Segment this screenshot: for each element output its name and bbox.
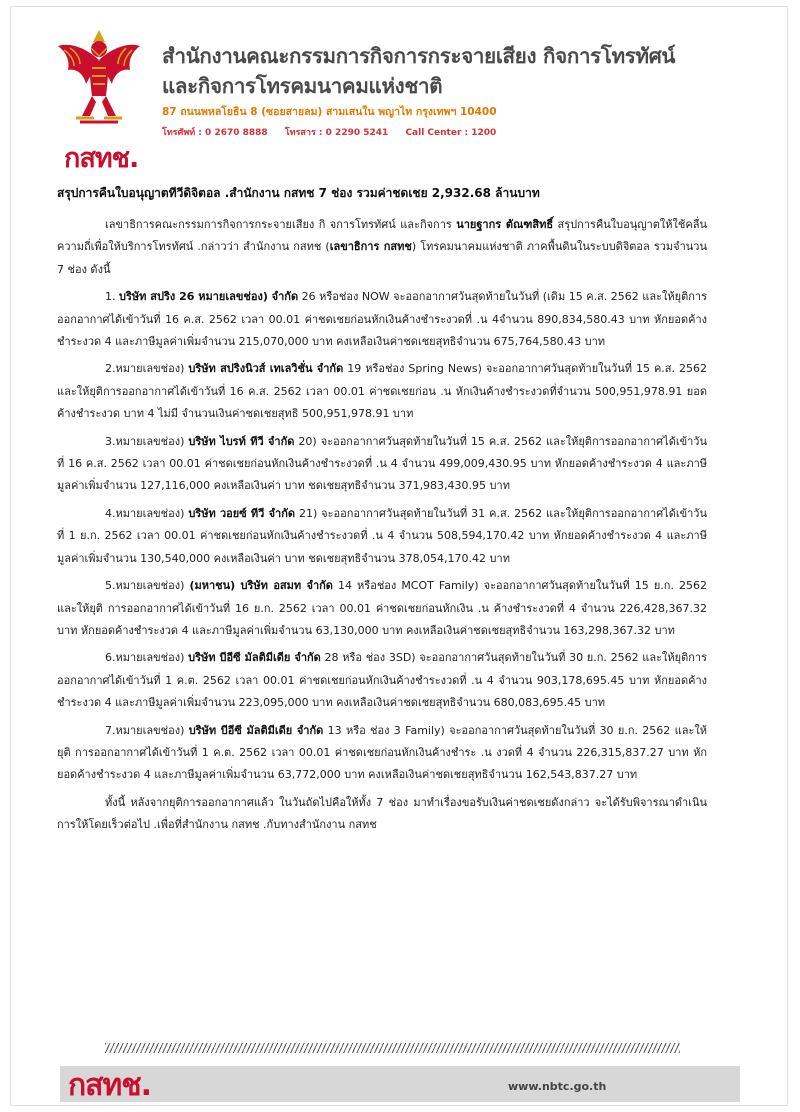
company-name: บริษัท วอยซ์ ทีวี จำกัด	[188, 506, 296, 520]
nbtc-logo-text: กสทช.	[64, 143, 139, 174]
item-prefix: 5.หมายเลขช่อง)	[105, 579, 190, 593]
channel-item-4	[57, 503, 707, 570]
intro-middle: สรุปการคืนใบอนุญาตให้ใช้คลื่นความถี่เพื่อให้บริการโทรทัศน์ .กล่าวว่า สำนักงาน กสทช (	[57, 218, 707, 254]
company-name: (มหาชน) บริษัท อสมท จำกัด	[189, 579, 333, 593]
org-name-line2: และกิจการโทรคมนาคมแห่งชาติ	[162, 74, 443, 98]
channel-item-3	[57, 431, 707, 498]
company-name: บริษัท สปริง 26 หมายเลขช่อง) จำกัด	[119, 290, 299, 304]
item-prefix: 4.หมายเลขช่อง)	[105, 506, 189, 520]
secretary-general-name: นายฐากร ตัณฑสิทธิ์	[456, 218, 554, 231]
call-center-number: Call Center : 1200	[405, 128, 497, 138]
item-text: 21) จะออกอากาศวันสุดท้ายในวันที่ 31 ค.ส. 2562 และให้ยุติการออกอากาศได้เข้าวันที่ 1 ย.ก. 2562 เวลา 00.01 ค่าชดเชยก่อนหักเงินค้างชำระงวดที่ .น 4 จำนวน 508,594,170.42 บาท หักยอดค้างชำระงวด 4 และภาษีมูลค่าเพิ่มจำนวน 130,540,000 คงเหลือเงินค่า บาท ชดเชยสุทธิจำนวน 378,054,170.42 บาท	[57, 506, 708, 565]
item-text: 13 หรือ ช่อง 3 Family) จะออกอากาศวันสุดท้ายในวันที่ 30 ย.ก. 2562 และให้ยุติ การออกอากาศได้เข้าวันที่ 1 ค.ต. 2562 เวลา 00.01 ค่าชดเชยก่อนหักเงินค้างชำระ .น งวดที่ 4 จำนวน 226,315,837.27 บาท หักยอดค้างชำระงวด 4 และภาษีมูลค่าเพิ่มจำนวน 63,772,000 บาท คงเหลือเงินค่าชดเชยสุทธิจำนวน 162,543,837.27 บาท	[57, 723, 707, 782]
footer-logo-text: กสทช.	[68, 1068, 152, 1103]
channel-item-2	[57, 358, 707, 425]
intro-before: เลขาธิการคณะกรรมการกิจการกระจายเสียง กิ จการโทรทัศน์ และกิจการ	[105, 218, 457, 231]
closing-paragraph: ทั้งนี้ หลังจากยุติการออกอากาศแล้ว ในวันถัดไปคือให้ทั้ง 7 ช่อง มาทำเรื่องขอรับเงินค่าชดเชยดังกล่าว จะได้รับพิจารณาดำเนินการให้โดยเร็วต่อไป .เพื่อที่สำนักงาน กสทช .กับทางสำนักงาน กสทช	[57, 795, 707, 832]
channel-item-5	[57, 575, 707, 642]
footer-divider	[105, 1043, 680, 1053]
phone-number: โทรศัพท์ : 0 2670 8888	[162, 128, 268, 138]
org-address: 87 ถนนพหลโยธิน 8 (ซอยสายลม) สามเสนใน พญาไท กรุงเทพฯ 10400	[162, 106, 497, 118]
item-text: 14 หรือช่อง MCOT Family) จะออกอากาศวันสุดท้ายในวันที่ 15 ย.ก. 2562 และให้ยุติ การออกอากาศได้เข้าวันที่ 16 ย.ก. 2562 เวลา 00.01 ค่าชดเชยก่อนหักเงิน .น ค้างชำระงวดที่ 4 จำนวน 226,428,367.32 บาท หักยอดค้างชำระงวด 4 และภาษีมูลค่าเพิ่มจำนวน 63,130,000 บาท คงเหลือเงินค่าชดเชยสุทธิจำนวน 163,298,367.32 บาท	[57, 579, 707, 637]
document-title: สรุปการคืนใบอนุญาตทีวีดิจิตอล .สำนักงาน กสทช 7 ช่อง รวมค่าชดเชย 2,932.68 ล้านบาท	[57, 186, 540, 200]
document-body	[57, 214, 707, 842]
footer-bar	[60, 1066, 740, 1102]
item-prefix: 1.	[105, 290, 120, 304]
item-text: 26 หรือช่อง NOW จะออกอากาศวันสุดท้ายในวันที่ (เดิม 15 ค.ส. 2562 และให้ยุติการออกอากาศได้เข้าวันที่ 16 ค.ส. 2562 เวลา 00.01 ค่าชดเชยก่อนหักเงินค้างชำระงวดที่ .น 4จำนวน 890,834,580.43 บาท หักยอดค้างชำระงวด 4 และภาษีมูลค่าเพิ่มจำนวน 215,070,000 บาท คงเหลือเงินค่าชดเชยสุทธิจำนวน 675,764,580.43 บาท	[57, 290, 707, 349]
channel-item-7	[57, 720, 707, 787]
company-name: บริษัท ไบรท์ ทีวี จำกัด	[188, 434, 295, 448]
intro-after: ) โทรคมนาคมแห่งชาติ ภาคพื้นดินในระบบดิจิตอล รวมจำนวน 7 ช่อง ดังนี้	[57, 240, 707, 276]
item-prefix: 3.หมายเลขช่อง)	[105, 434, 189, 448]
channel-item-6	[57, 647, 707, 714]
item-prefix: 7.หมายเลขช่อง)	[105, 723, 189, 737]
org-name-line1: สำนักงานคณะกรรมการกิจการกระจายเสียง กิจการโทรทัศน์	[162, 44, 676, 68]
company-name: บริษัท สปริงนิวส์ เทเลวิชั่น จำกัด	[188, 362, 344, 376]
intro-paragraph	[57, 214, 707, 281]
item-text: 20) จะออกอากาศวันสุดท้ายในวันที่ 15 ค.ส. 2562 และให้ยุติการออกอากาศได้เข้าวันที่ 16 ค.ส. 2562 เวลา 00.01 ค่าชดเชยก่อนหักเงินค้างชำระงวดที่ .น 4 จำนวน 499,009,430.95 บาท หักยอดค้างชำระงวด 4 และภาษีมูลค่าเพิ่มจำนวน 127,116,000 คงเหลือเงินค่า บาท ชดเชยสุทธิจำนวน 371,983,430.95 บาท	[57, 434, 707, 493]
company-name: บริษัท บีอีซี มัลติมีเดีย จำกัด	[188, 651, 321, 665]
item-prefix: 6.หมายเลขช่อง)	[105, 651, 189, 665]
item-text: 28 หรือ ช่อง 3SD) จะออกอากาศวันสุดท้ายในวันที่ 30 ย.ก. 2562 และให้ยุติการออกอากาศได้เข้าวันที่ 1 ค.ต. 2562 เวลา 00.01 ค่าชดเชยก่อนหักเงินค้างชำระงวดที่ .น 4 จำนวน 903,178,695.45 บาท หักยอดค้างชำระงวด 4 และภาษีมูลค่าเพิ่มจำนวน 223,095,000 บาท คงเหลือเงินค่าชดเชยสุทธิจำนวน 680,083,695.45 บาท	[57, 651, 708, 710]
footer-website-link[interactable]: www.nbtc.go.th	[508, 1080, 607, 1093]
fax-number: โทรสาร : 0 2290 5241	[284, 128, 389, 138]
company-name: บริษัท บีอีซี มัลติมีเดีย จำกัด	[188, 723, 324, 737]
channel-item-1	[57, 286, 707, 353]
secretary-general-title: เลขาธิการ กสทช	[329, 240, 412, 254]
org-contacts	[162, 125, 510, 139]
item-text: 19 หรือช่อง Spring News) จะออกอากาศวันสุดท้ายในวันที่ 15 ค.ส. 2562 และให้ยุติการออกอากาศได้เข้าวันที่ 16 ค.ส. 2562 เวลา 00.01 ค่าชดเชยก่อน .น หักเงินค้างชำระงวดที่จำนวน 500,951,978.91 ยอดค้างชำระงวด บาท 4 ไม่มี จำนวนเงินค่าชดเชยสุทธิ 500,951,978.91 บาท	[57, 362, 707, 421]
item-prefix: 2.หมายเลขช่อง)	[105, 362, 189, 376]
